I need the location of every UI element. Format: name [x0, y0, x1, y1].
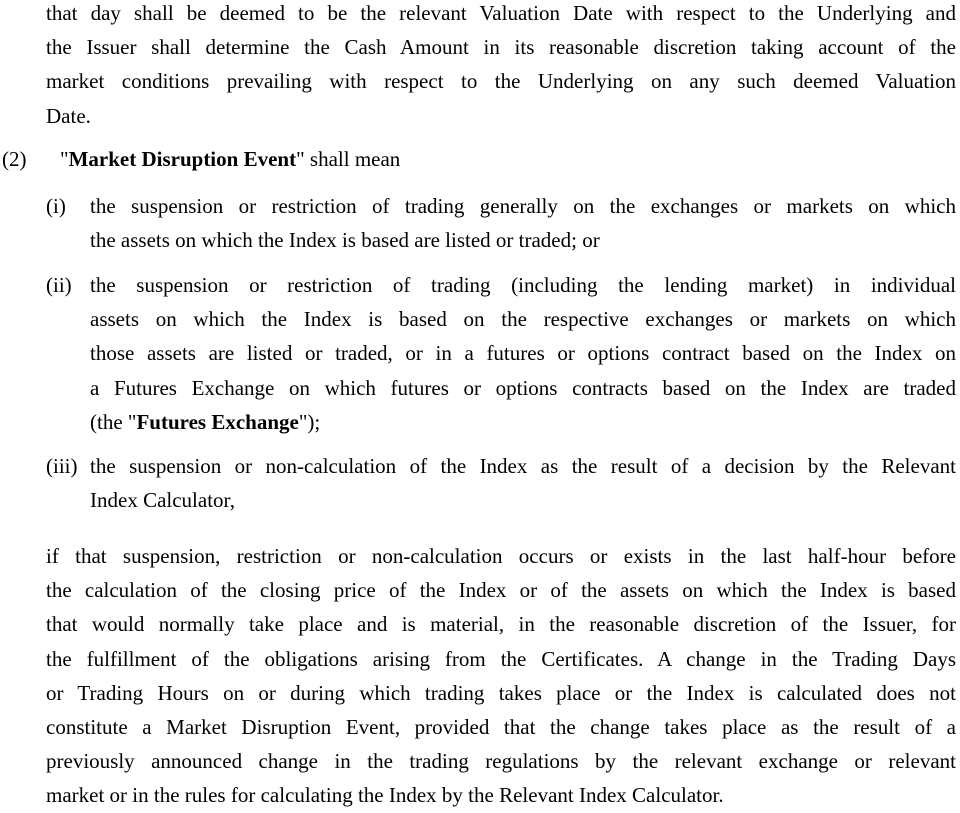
item-iii-line-2: Index Calculator,: [90, 488, 235, 513]
item-ii-line-3: those assets are listed or traded, or in a futures or options contract based on the Index on: [90, 341, 956, 366]
top-line-3: market conditions prevailing with respect to the Underlying on any such deemed Valuation: [46, 69, 956, 94]
closing-line-4: the fulfillment of the obligations arising from the Certificates. A change in the Trading Days: [46, 646, 956, 671]
futures-exchange-suffix: ");: [298, 409, 321, 434]
term-quote-open: ": [60, 147, 69, 171]
closing-line-3: that would normally take place and is material, in the reasonable discretion of the Issuer, for: [46, 612, 956, 637]
defined-term-futures-exchange: Futures Exchange: [136, 409, 299, 434]
item-iii-text: [90, 449, 956, 517]
item-label-iii: (iii): [46, 454, 78, 478]
futures-exchange-prefix: (the ": [90, 409, 137, 434]
defined-term-market-disruption-event: Market Disruption Event: [68, 147, 297, 171]
item-i-line-2: the assets on which the Index is based are listed or traded; or: [90, 228, 600, 253]
closing-line-2: the calculation of the closing price of the Index or of the assets on which the Index is based: [46, 578, 956, 603]
item-label-ii: (ii): [46, 273, 72, 297]
closing-paragraph: [46, 539, 956, 813]
closing-line-1: if that suspension, restriction or non-calculation occurs or exists in the last half-hour before: [46, 544, 956, 568]
top-line-2: the Issuer shall determine the Cash Amount in its reasonable discretion taking account of the: [46, 35, 956, 60]
top-line-1: that day shall be deemed to be the relevant Valuation Date with respect to the Underlying and: [46, 1, 956, 25]
section-2-heading: [2, 142, 702, 176]
item-i-text: [90, 189, 956, 257]
closing-line-7: previously announced change in the trading regulations by the relevant exchange or relevant: [46, 749, 956, 774]
item-ii-line-2: assets on which the Index is based on the respective exchanges or markets on which: [90, 307, 956, 332]
item-i-line-1: the suspension or restriction of trading generally on the exchanges or markets on which: [90, 194, 956, 218]
item-ii-line-4: a Futures Exchange on which futures or options contracts based on the Index are traded: [90, 375, 956, 400]
closing-line-5: or Trading Hours on or during which trading takes place or the Index is calculated does not: [46, 680, 956, 705]
section-number: (2): [2, 147, 27, 171]
top-line-4: Date.: [46, 103, 91, 128]
section-2-rest: shall mean: [304, 147, 401, 171]
item-iii-line-1: the suspension or non-calculation of the Index as the result of a decision by the Relevant: [90, 454, 956, 478]
item-ii-line-1: the suspension or restriction of trading (including the lending market) in individual: [90, 273, 956, 297]
closing-line-8: market or in the rules for calculating the Index by the Relevant Index Calculator.: [46, 783, 724, 808]
item-ii-text: [90, 268, 956, 439]
top-paragraph: [46, 0, 956, 133]
closing-line-6: constitute a Market Disruption Event, provided that the change takes place as the result of a: [46, 715, 956, 740]
term-quote-close: ": [296, 147, 305, 171]
item-label-i: (i): [46, 194, 66, 218]
item-ii-line-5: [90, 405, 956, 439]
